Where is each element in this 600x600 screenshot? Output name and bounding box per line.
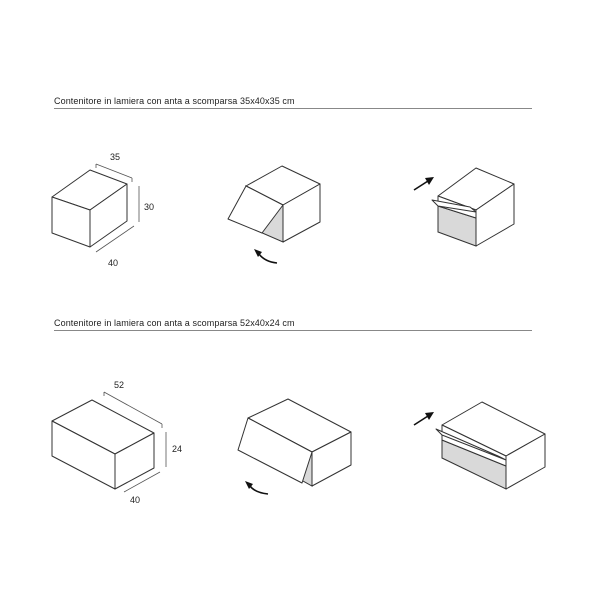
box-door-opening-icon [228, 166, 320, 242]
curved-arrow-icon [254, 249, 277, 263]
box-door-retracted-icon [432, 168, 514, 246]
straight-arrow-icon [414, 177, 434, 190]
straight-arrow-icon [414, 412, 434, 425]
height-label-2: 24 [172, 444, 183, 454]
depth-label-1: 35 [110, 152, 121, 162]
closed-box-icon [52, 170, 127, 247]
depth-label-2: 52 [114, 380, 125, 390]
section-title-2: Contenitore in lamiera con anta a scomparsa 52x40x24 cm [54, 318, 295, 328]
curved-arrow-icon [245, 481, 268, 494]
section-title-1: Contenitore in lamiera con anta a scomparsa 35x40x35 cm [54, 96, 295, 106]
box-door-opening-icon [238, 399, 351, 486]
box-door-retracted-icon [436, 402, 545, 489]
height-label-1: 30 [144, 202, 155, 212]
width-label-2: 40 [130, 495, 141, 505]
closed-box-icon [52, 400, 154, 489]
width-label-1: 40 [108, 258, 119, 268]
